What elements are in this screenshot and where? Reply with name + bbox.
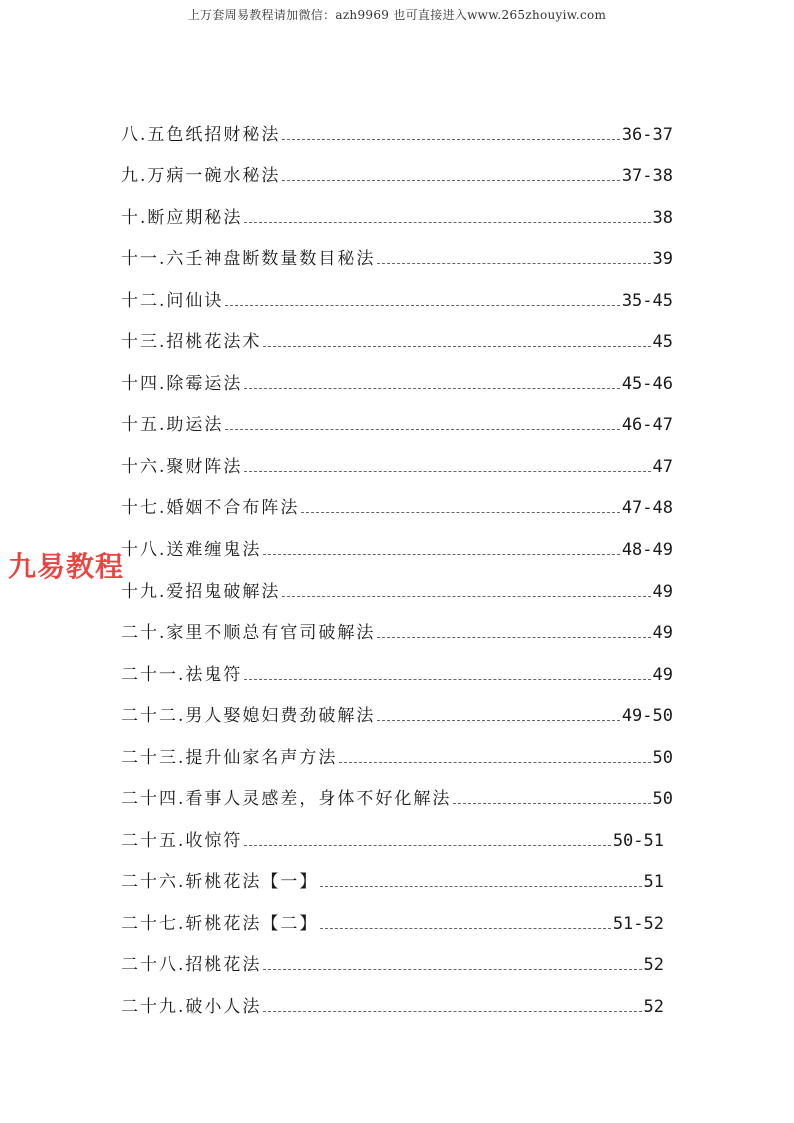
- toc-entry[interactable]: [121, 311, 673, 353]
- toc-leader: [244, 843, 610, 846]
- toc-entry-title: 十.断应期秘法: [121, 207, 243, 228]
- toc-leader: [282, 137, 619, 140]
- toc-entry-title: 十三.招桃花法术: [121, 332, 262, 353]
- toc-leader: [244, 220, 650, 223]
- toc-leader: [225, 427, 619, 430]
- toc-entry-page: 38: [652, 207, 673, 228]
- toc-entry[interactable]: [121, 269, 673, 311]
- toc-entry-page: 36-37: [621, 124, 673, 145]
- toc-entry[interactable]: [121, 975, 664, 1017]
- toc-entry-page: 50-51: [612, 830, 664, 851]
- toc-entry[interactable]: [121, 352, 673, 394]
- toc-leader: [263, 344, 650, 347]
- toc-entry-page: 47-48: [621, 498, 673, 519]
- toc-entry-title: 二十五.收惊符: [121, 830, 243, 851]
- toc-entry-title: 十一.六壬神盘断数量数目秘法: [121, 249, 376, 270]
- toc-entry[interactable]: [121, 809, 664, 851]
- toc-entry[interactable]: [121, 477, 673, 519]
- toc-entry-page: 47: [652, 456, 673, 477]
- toc-entry[interactable]: [121, 228, 673, 270]
- toc-entry-title: 八.五色纸招财秘法: [121, 124, 281, 145]
- toc-leader: [453, 801, 650, 804]
- toc-entry-title: 十四.除霉运法: [121, 373, 243, 394]
- toc-entry-page: 50: [652, 747, 673, 768]
- toc-entry[interactable]: [121, 145, 673, 187]
- toc-entry-page: 48-49: [621, 540, 673, 561]
- toc-entry[interactable]: [121, 560, 673, 602]
- toc-entry-page: 45: [652, 332, 673, 353]
- toc-entry-title: 二十六.斩桃花法【一】: [121, 872, 319, 893]
- toc-entry-title: 二十.家里不顺总有官司破解法: [121, 623, 376, 644]
- toc-entry-title: 十六.聚财阵法: [121, 456, 243, 477]
- toc-leader: [377, 635, 650, 638]
- toc-entry-page: 39: [652, 249, 673, 270]
- toc-entry-title: 十九.爱招鬼破解法: [121, 581, 281, 602]
- toc-leader: [320, 926, 610, 929]
- toc-entry[interactable]: [121, 186, 673, 228]
- toc-entry-page: 35-45: [621, 290, 673, 311]
- toc-entry-title: 十七.婚姻不合布阵法: [121, 498, 300, 519]
- toc-entry-page: 46-47: [621, 415, 673, 436]
- toc-entry-title: 二十九.破小人法: [121, 997, 262, 1018]
- toc-entry-title: 二十一.祛鬼符: [121, 664, 243, 685]
- toc-entry-title: 二十八.招桃花法: [121, 955, 262, 976]
- toc-leader: [244, 469, 650, 472]
- toc-entry-page: 37-38: [621, 166, 673, 187]
- toc-entry-page: 50: [652, 789, 673, 810]
- watermark-logo: 九易教程: [8, 550, 125, 583]
- toc-entry-page: 49: [652, 623, 673, 644]
- toc-entry-page: 52: [643, 997, 664, 1018]
- toc-entry-title: 二十三.提升仙家名声方法: [121, 747, 338, 768]
- toc-leader: [377, 718, 619, 721]
- toc-entry-title: 十五.助运法: [121, 415, 224, 436]
- toc-leader: [320, 884, 641, 887]
- toc-entry-title: 九.万病一碗水秘法: [121, 166, 281, 187]
- toc-entry-page: 49-50: [621, 706, 673, 727]
- toc-leader: [282, 178, 619, 181]
- toc-entry-page: 52: [643, 955, 664, 976]
- toc-entry-title: 十八.送难缠鬼法: [121, 540, 262, 561]
- toc-entry[interactable]: [121, 851, 664, 893]
- toc-entry-page: 49: [652, 581, 673, 602]
- toc-leader: [263, 552, 619, 555]
- toc-entry[interactable]: [121, 103, 673, 145]
- toc-entry[interactable]: [121, 892, 664, 934]
- toc-leader: [225, 303, 619, 306]
- toc-leader: [339, 760, 650, 763]
- toc-entry-page: 51: [643, 872, 664, 893]
- toc-entry[interactable]: [121, 726, 673, 768]
- toc-leader: [301, 510, 619, 513]
- toc-leader: [282, 594, 650, 597]
- toc-entry[interactable]: [121, 435, 673, 477]
- toc-entry-title: 二十四.看事人灵感差，身体不好化解法: [121, 789, 452, 810]
- toc-entry[interactable]: [121, 768, 673, 810]
- toc-entry-page: 51-52: [612, 913, 664, 934]
- toc-leader: [244, 386, 619, 389]
- table-of-contents: [121, 103, 673, 1017]
- page-header: 上万套周易教程请加微信：azh9969 也可直接进入www.265zhouyiw.com: [187, 8, 607, 22]
- toc-entry-page: 49: [652, 664, 673, 685]
- toc-leader: [244, 677, 650, 680]
- toc-entry[interactable]: [121, 518, 673, 560]
- toc-leader: [263, 1009, 641, 1012]
- toc-entry-title: 二十二.男人娶媳妇费劲破解法: [121, 706, 376, 727]
- toc-entry[interactable]: [121, 685, 673, 727]
- toc-entry-title: 二十七.斩桃花法【二】: [121, 913, 319, 934]
- toc-entry-page: 45-46: [621, 373, 673, 394]
- toc-entry[interactable]: [121, 394, 673, 436]
- toc-leader: [263, 967, 641, 970]
- toc-entry-title: 十二.问仙诀: [121, 290, 224, 311]
- toc-entry[interactable]: [121, 934, 664, 976]
- toc-leader: [377, 261, 650, 264]
- toc-entry[interactable]: [121, 602, 673, 644]
- toc-entry[interactable]: [121, 643, 673, 685]
